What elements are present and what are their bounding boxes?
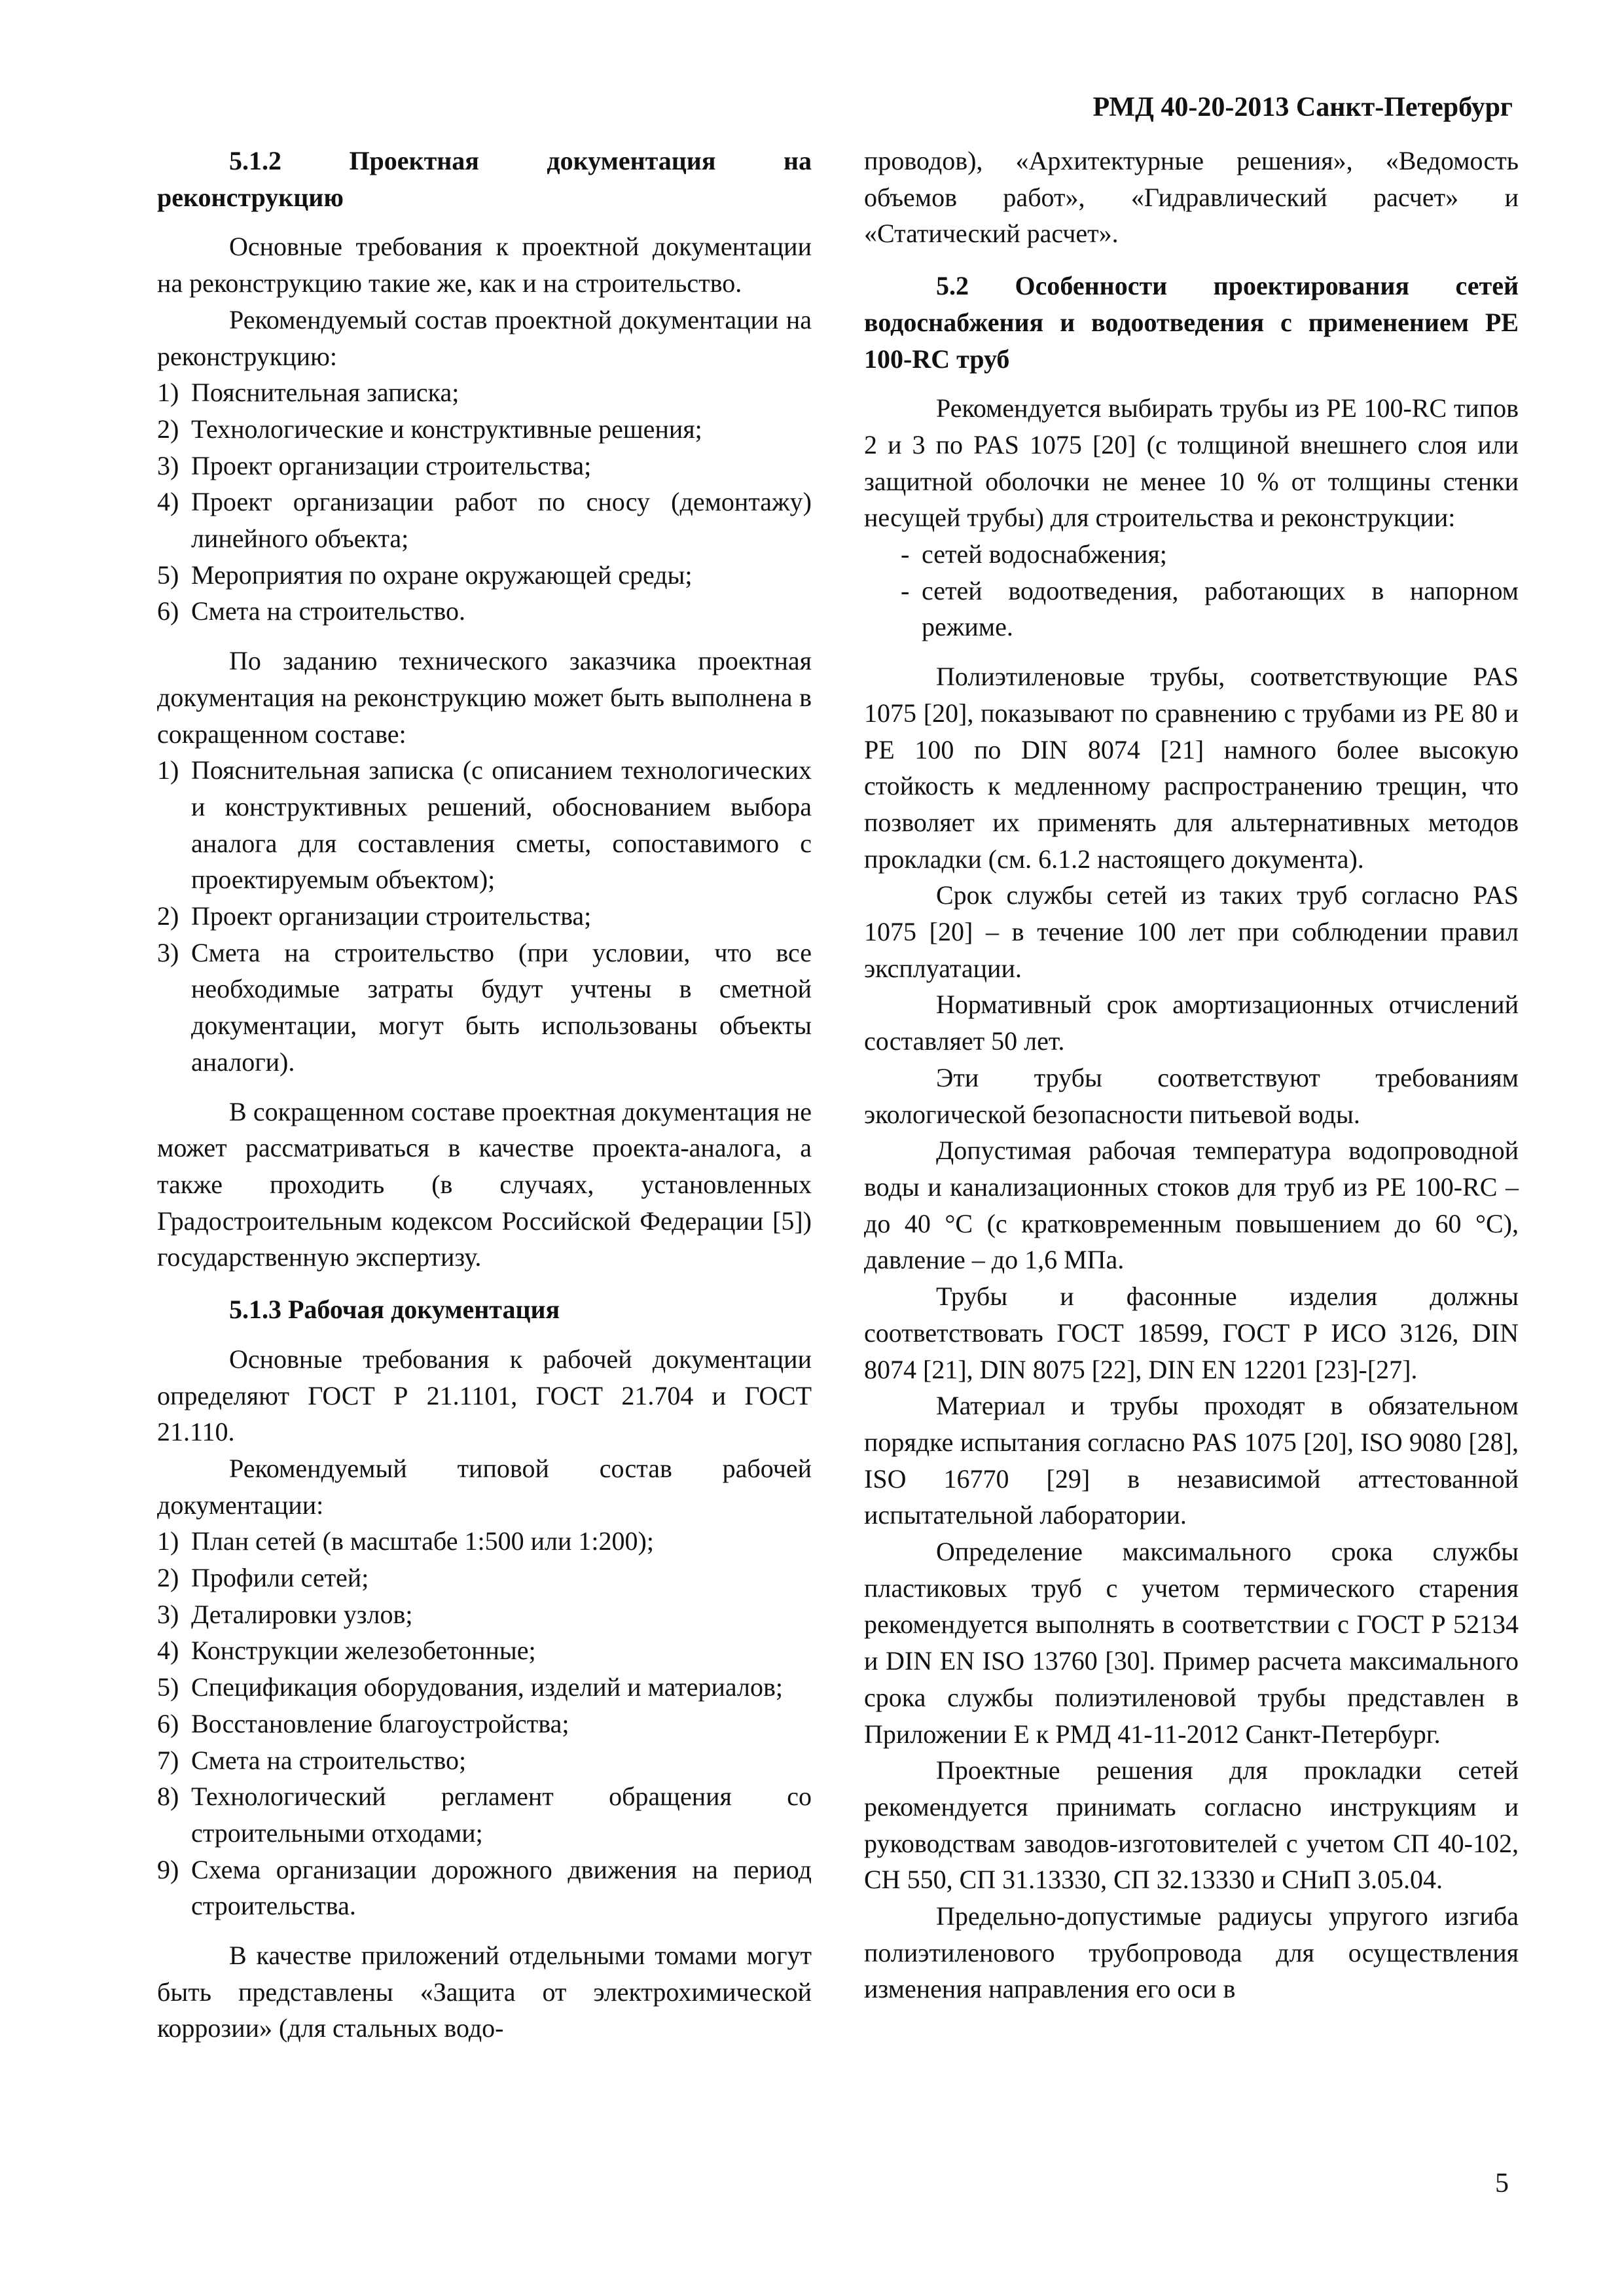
paragraph: Допустимая рабочая температура водопроводной воды и канализационных стоков для труб из PE 100-RC – до 40 °С (с кратковременным повышением до 60 °С), давление – до 1,6 МПа.: [864, 1136, 1519, 1275]
paragraph: Определение максимального срока службы пластиковых труб с учетом термического старения рекомендуется выполнять в соответствии с ГОСТ Р 52134 и DIN EN ISO 13760 [30]. Пример расчета максимального срока службы полиэтиленовой трубы представлен в Приложении Е к РМД 41-11-2012 Санкт-Петербург.: [864, 1537, 1519, 1749]
list-item-text: Смета на строительство;: [191, 1745, 467, 1775]
list-number: 6): [157, 1708, 179, 1738]
list-item-text: Схема организации дорожного движения на период строительства.: [191, 1854, 812, 1921]
paragraph: Рекомендуется выбирать трубы из PE 100-RC типов 2 и 3 по PAS 1075 [20] (с толщиной внешнего слоя или защитной оболочки не менее 10 % от толщины стенки несущей трубы) для строительства и реконструкции:: [864, 393, 1519, 533]
dash-list: [864, 536, 1519, 645]
list-item: [157, 411, 812, 448]
list-number: 2): [157, 901, 179, 931]
paragraph: Проектные решения для прокладки сетей рекомендуется принимать согласно инструкциям и руководствам заводов-изготовителей с учетом СП 40-102, СН 550, СП 31.13330, СП 32.13330 и СНиП 3.05.04.: [864, 1755, 1519, 1895]
list-item: [157, 1523, 812, 1560]
list-number: 8): [157, 1782, 179, 1812]
list-item: [157, 1560, 812, 1596]
paragraph: Трубы и фасонные изделия должны соответствовать ГОСТ 18599, ГОСТ Р ИСО 3126, DIN 8074 [21], DIN 8075 [22], DIN EN 12201 [23]-[27].: [864, 1282, 1519, 1384]
list-item-text: Проект организации строительства;: [191, 901, 592, 931]
list-item: [157, 557, 812, 594]
list-number: 4): [157, 487, 179, 517]
dash-marker: -: [901, 539, 910, 569]
left-column: [157, 143, 812, 2047]
list-item-text: Спецификация оборудования, изделий и материалов;: [191, 1672, 783, 1702]
list-item: [157, 593, 812, 630]
paragraph: Срок службы сетей из таких труб согласно PAS 1075 [20] – в течение 100 лет при соблюдении правил эксплуатации.: [864, 880, 1519, 983]
list-item-text: Пояснительная записка (с описанием технологических и конструктивных решений, обоснованием выбора аналога для составления сметы, сопоставимого с проектируемым объектом);: [191, 755, 812, 895]
paragraph: Рекомендуемый состав проектной документации на реконструкцию:: [157, 304, 812, 371]
list-item-text: План сетей (в масштабе 1:500 или 1:200);: [191, 1526, 654, 1556]
section-heading-5-1-3: 5.1.3 Рабочая документация: [229, 1295, 560, 1325]
list-number: 3): [157, 937, 179, 967]
list-item: [157, 1778, 812, 1851]
list-item-text: Смета на строительство.: [191, 596, 466, 626]
list-number: 9): [157, 1854, 179, 1884]
list-number: 5): [157, 1672, 179, 1702]
list-item: [157, 1632, 812, 1669]
list-item: [157, 448, 812, 484]
list-item: [157, 484, 812, 556]
list-item-text: Технологические и конструктивные решения;: [191, 414, 702, 444]
list-number: 1): [157, 1526, 179, 1556]
right-column: [864, 143, 1519, 2007]
list-number: 1): [157, 755, 179, 785]
paragraph: В сокращенном составе проектная документация не может рассматриваться в качестве проекта-аналога, а также проходить (в случаях, установленных Градостроительным кодексом Российской Федерации [5]) государственную экспертизу.: [157, 1096, 812, 1272]
list-item-text: сетей водоснабжения;: [922, 539, 1167, 569]
paragraph: Основные требования к проектной документации на реконструкцию такие же, как и на строительство.: [157, 232, 812, 298]
list-item: [864, 573, 1519, 645]
list-item-text: Мероприятия по охране окружающей среды;: [191, 560, 693, 590]
paragraph: Нормативный срок амортизационных отчислений составляет 50 лет.: [864, 990, 1519, 1056]
section-heading-5-2: 5.2 Особенности проектирования сетей водоснабжения и водоотведения с применением PE 100-RC труб: [864, 271, 1519, 374]
numbered-list: [157, 374, 812, 630]
dash-marker: -: [901, 575, 910, 605]
page-number: 5: [1495, 2168, 1509, 2198]
list-item: [157, 935, 812, 1081]
running-header: РМД 40-20-2013 Санкт-Петербург: [1092, 92, 1513, 122]
paragraph: Материал и трубы проходят в обязательном порядке испытания согласно PAS 1075 [20], ISO 9080 [28], ISO 16770 [29] в независимой аттестованной испытательной лаборатории.: [864, 1391, 1519, 1530]
list-item: [864, 536, 1519, 573]
paragraph: Предельно-допустимые радиусы упругого изгиба полиэтиленового трубопровода для осуществления изменения направления его оси в: [864, 1901, 1519, 2004]
list-item: [157, 1742, 812, 1779]
list-item: [157, 1852, 812, 1924]
list-item: [157, 1706, 812, 1742]
list-number: 3): [157, 450, 179, 480]
paragraph: В качестве приложений отдельными томами могут быть представлены «Защита от электрохимической коррозии» (для стальных водо-: [157, 1941, 812, 2043]
numbered-list: [157, 752, 812, 1080]
list-item-text: Проект организации строительства;: [191, 450, 592, 480]
list-item: [157, 752, 812, 898]
paragraph: Эти трубы соответствуют требованиям экологической безопасности питьевой воды.: [864, 1062, 1519, 1129]
list-item: [157, 1596, 812, 1633]
list-item-text: Деталировки узлов;: [191, 1599, 413, 1629]
list-item-text: Восстановление благоустройства;: [191, 1708, 569, 1738]
list-item: [157, 374, 812, 411]
list-item-text: Смета на строительство (при условии, что все необходимые затраты будут учтены в сметной документации, могут быть использованы объекты аналоги).: [191, 937, 812, 1077]
list-number: 1): [157, 378, 179, 408]
list-item-text: Технологический регламент обращения со строительными отходами;: [191, 1782, 812, 1848]
list-number: 7): [157, 1745, 179, 1775]
numbered-list: [157, 1523, 812, 1924]
paragraph: Рекомендуемый типовой состав рабочей документации:: [157, 1453, 812, 1520]
paragraph: Основные требования к рабочей документации определяют ГОСТ Р 21.1101, ГОСТ 21.704 и ГОСТ 21.110.: [157, 1344, 812, 1447]
paragraph: проводов), «Архитектурные решения», «Ведомость объемов работ», «Гидравлический расчет» и «Статический расчет».: [864, 146, 1519, 249]
list-item-text: сетей водоотведения, работающих в напорном режиме.: [922, 575, 1519, 642]
paragraph: Полиэтиленовые трубы, соответствующие PAS 1075 [20], показывают по сравнению с трубами из PE 80 и PE 100 по DIN 8074 [21] намного более высокую стойкость к медленному распространению трещин, что позволяет их применять для альтернативных методов прокладки (см. 6.1.2 настоящего документа).: [864, 662, 1519, 874]
list-item: [157, 898, 812, 935]
list-number: 5): [157, 560, 179, 590]
list-item-text: Проект организации работ по сносу (демонтажу) линейного объекта;: [191, 487, 812, 554]
list-number: 6): [157, 596, 179, 626]
list-item-text: Пояснительная записка;: [191, 378, 460, 408]
list-number: 2): [157, 414, 179, 444]
paragraph: По заданию технического заказчика проектная документация на реконструкцию может быть выполнена в сокращенном составе:: [157, 646, 812, 749]
list-number: 3): [157, 1599, 179, 1629]
list-item-text: Конструкции железобетонные;: [191, 1636, 536, 1666]
list-number: 2): [157, 1563, 179, 1593]
list-item-text: Профили сетей;: [191, 1563, 369, 1593]
section-heading-5-1-2: 5.1.2 Проектная документация на реконструкцию: [157, 146, 812, 212]
list-number: 4): [157, 1636, 179, 1666]
list-item: [157, 1669, 812, 1706]
